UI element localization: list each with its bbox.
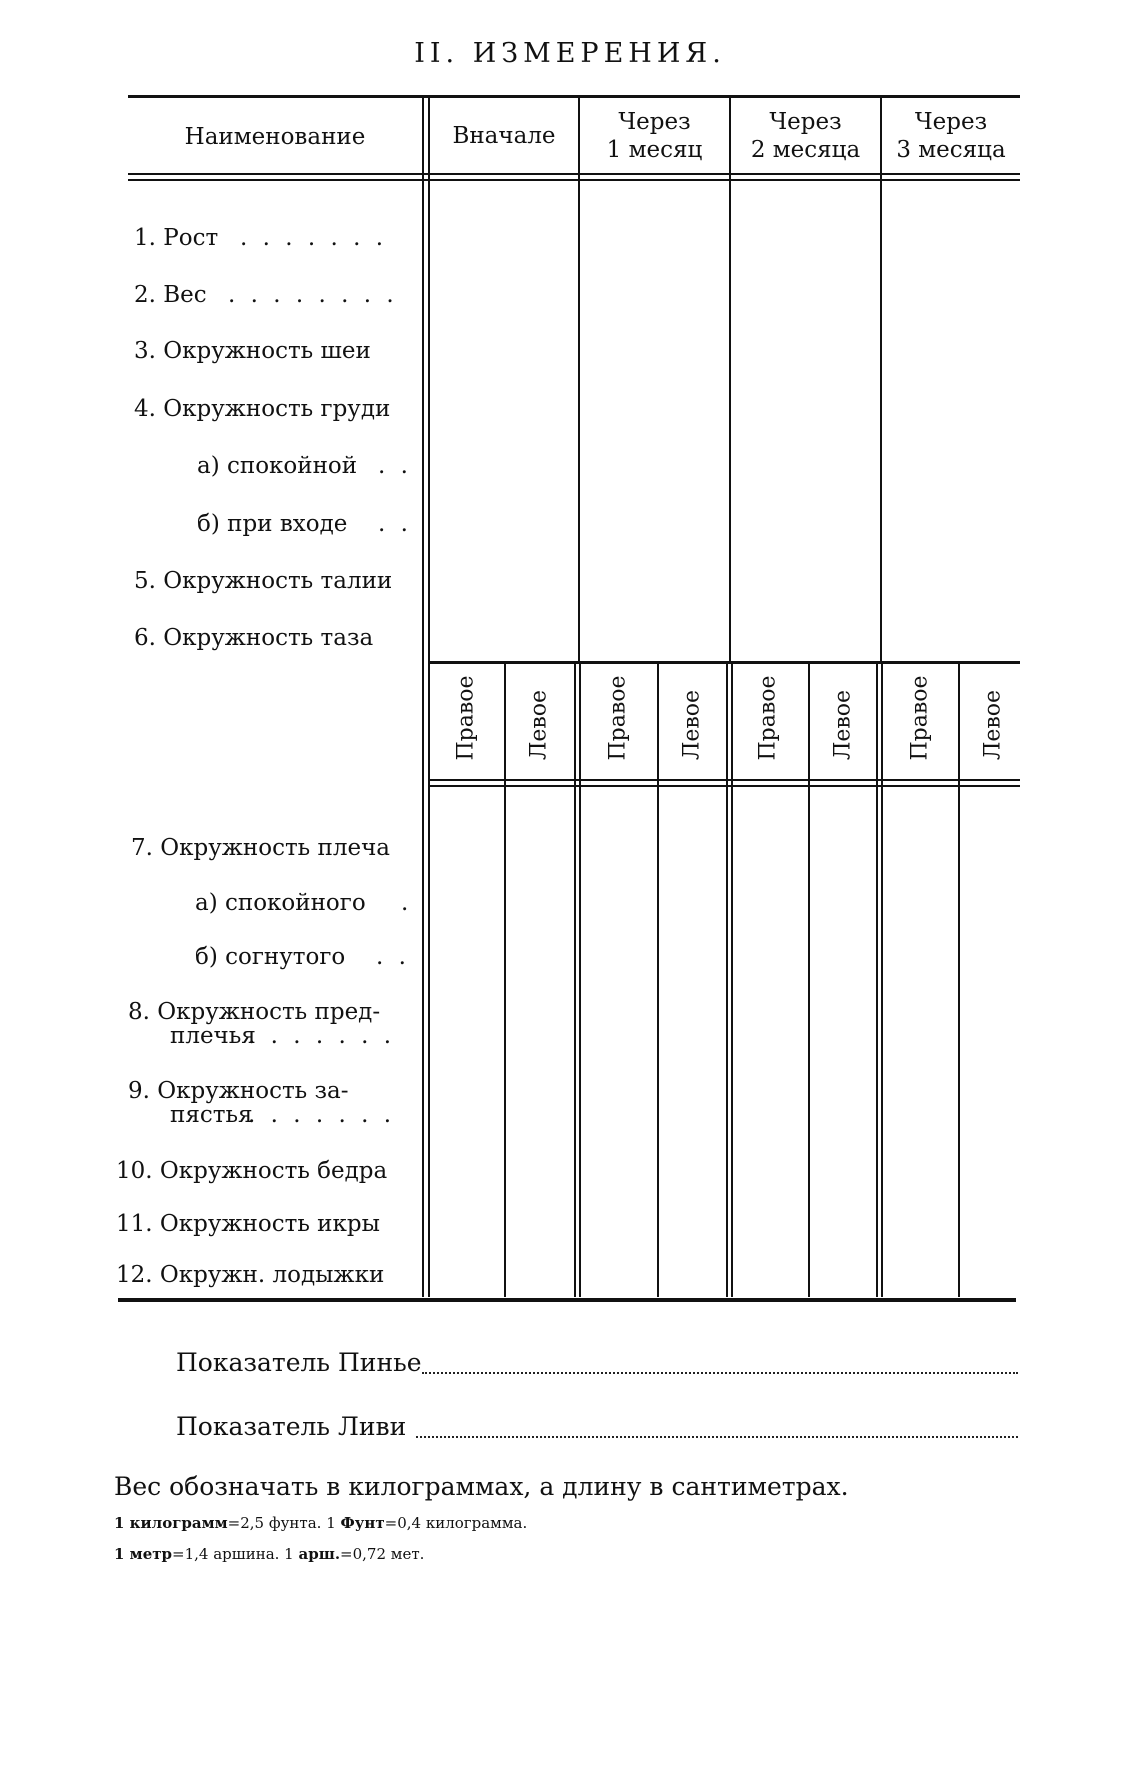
header-period-1: Через 1 месяц: [606, 109, 703, 163]
table-top-rule: [128, 95, 1020, 98]
side-label-right: Правое: [605, 675, 631, 761]
side-label-left: Левое: [980, 689, 1006, 761]
side-label-right: Правое: [453, 675, 479, 761]
side-section-rule-2: [428, 785, 1020, 787]
lower-period-rule-2b: [731, 663, 733, 1297]
index-label-livi: Показатель Ливи: [176, 1412, 407, 1441]
period-rule-1: [578, 97, 580, 662]
row-dots: . . . . . . .: [248, 1023, 396, 1049]
side-rule-2: [657, 663, 659, 1297]
side-rule-4: [958, 663, 960, 1297]
row-label: 9. Окружность за-: [128, 1078, 349, 1104]
lower-period-rule-3a: [876, 663, 878, 1297]
table-bottom-rule: [118, 1298, 1016, 1302]
side-label-left: Левое: [679, 689, 705, 761]
header-period-2: Через 2 месяца: [750, 109, 861, 163]
row-label: а) спокойной: [197, 453, 358, 479]
row-label: 6. Окружность таза: [134, 625, 374, 651]
row-label: 2. Вес: [134, 282, 207, 308]
row-label: 11. Окружность икры: [116, 1211, 380, 1237]
row-label-cont: пястья: [170, 1102, 253, 1128]
side-section-rule-1: [428, 779, 1020, 781]
conversion-line-1: [114, 1514, 527, 1532]
row-dots: . . . . . . .: [240, 225, 388, 251]
conv-term: арш.: [298, 1545, 341, 1563]
conv-text: =0,4 килограмма.: [384, 1514, 528, 1532]
conv-term: 1 килограмм: [114, 1514, 228, 1532]
row-label: 5. Окружность талии: [134, 568, 393, 594]
conv-text: =2,5 фунта. 1: [227, 1514, 341, 1532]
row-label: 4. Окружность груди: [134, 396, 391, 422]
header-rule-2: [128, 179, 1020, 181]
conv-text: =0,72 мет.: [340, 1545, 425, 1563]
index-fill-line-livi[interactable]: [416, 1436, 1018, 1438]
side-label-right: Правое: [755, 675, 781, 761]
period-rule-3: [880, 97, 882, 662]
row-label: б) согнутого: [195, 944, 346, 970]
side-rule-3: [808, 663, 810, 1297]
name-col-rule-1: [422, 97, 424, 1297]
row-label: 10. Окружность бедра: [116, 1158, 388, 1184]
header-period-0: Вначале: [452, 123, 556, 149]
side-label-left: Левое: [830, 689, 856, 761]
period-rule-2: [729, 97, 731, 662]
conv-term: Фунт: [340, 1514, 385, 1532]
side-label-left: Левое: [526, 689, 552, 761]
row-label-cont: плечья: [170, 1023, 256, 1049]
row-dots: . .: [378, 511, 412, 537]
row-dots: . .: [376, 944, 410, 970]
lower-period-rule-3b: [881, 663, 883, 1297]
lower-period-rule-2a: [726, 663, 728, 1297]
row-label: 8. Окружность пред-: [128, 999, 381, 1025]
row-dots: . . . . . . .: [248, 1102, 396, 1128]
header-rule-1: [128, 173, 1020, 175]
row-label: 7. Окружность плеча: [131, 835, 390, 861]
page-title: II. ИЗМЕРЕНИЯ.: [414, 38, 726, 69]
row-label: 12. Окружн. лодыжки: [116, 1262, 385, 1288]
lower-period-rule-1b: [579, 663, 581, 1297]
conversion-line-2: [114, 1545, 424, 1563]
row-dots: . .: [378, 453, 412, 479]
lower-period-rule-1a: [574, 663, 576, 1297]
conv-text: =1,4 аршина. 1: [172, 1545, 299, 1563]
header-name: Наименование: [184, 124, 366, 150]
units-note: Вес обозначать в килограммах, а длину в сантиметрах.: [114, 1472, 849, 1501]
name-col-rule-2: [428, 97, 430, 1297]
index-label-pignet: Показатель Пинье: [176, 1348, 422, 1377]
row-label: а) спокойного: [195, 890, 366, 916]
side-rule-1: [504, 663, 506, 1297]
index-fill-line-pignet[interactable]: [422, 1372, 1018, 1374]
side-section-top-rule: [428, 661, 1020, 664]
side-label-right: Правое: [907, 675, 933, 761]
row-label: б) при входе: [197, 511, 348, 537]
row-label: 1. Рост: [134, 225, 219, 251]
conv-term: 1 метр: [114, 1545, 173, 1563]
row-dots: . . . . . . . .: [228, 282, 398, 308]
header-period-3: Через 3 месяца: [896, 109, 1006, 163]
row-dots: .: [401, 890, 413, 916]
row-label: 3. Окружность шеи: [134, 338, 371, 364]
